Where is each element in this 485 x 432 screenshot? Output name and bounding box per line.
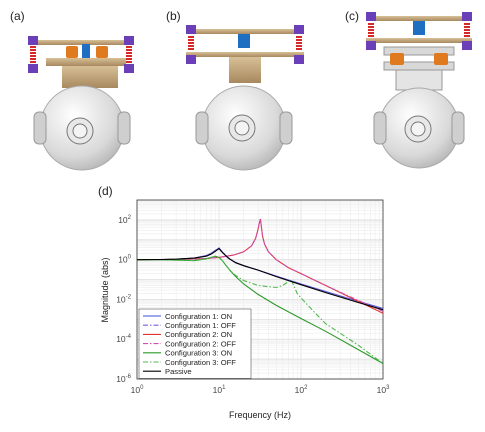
legend-label: Configuration 3: OFF [165, 357, 236, 367]
panel-label-d: (d) [98, 184, 113, 198]
x-axis-label: Frequency (Hz) [228, 410, 292, 420]
x-tick-label: $10^2$ [294, 385, 308, 395]
legend-label: Configuration 1: OFF [165, 321, 236, 330]
panel-label-a: (a) [10, 9, 25, 23]
legend-label: Configuration 2: ON [165, 330, 233, 340]
panel-label-c: (c) [345, 9, 359, 23]
y-tick-label: $10^{-2}$ [116, 294, 131, 305]
legend-label: Passive [165, 367, 192, 376]
legend-label: Configuration 3: ON [165, 348, 233, 358]
y-tick-label: $10^2$ [118, 214, 131, 225]
x-tick-label: $10^0$ [130, 385, 144, 395]
x-tick-label: $10^1$ [212, 385, 226, 395]
legend [139, 309, 251, 378]
legend-label: Configuration 2: OFF [165, 339, 236, 349]
y-axis-label: Magnitude (abs) [100, 257, 110, 323]
y-tick-label: $10^{-6}$ [116, 374, 131, 384]
panel-label-b: (b) [166, 9, 181, 23]
legend-label: Configuration 1: ON [165, 311, 233, 321]
y-tick-label: $10^{-4}$ [116, 334, 131, 345]
y-tick-label: $10^0$ [118, 254, 131, 265]
x-tick-label: $10^3$ [376, 385, 390, 395]
